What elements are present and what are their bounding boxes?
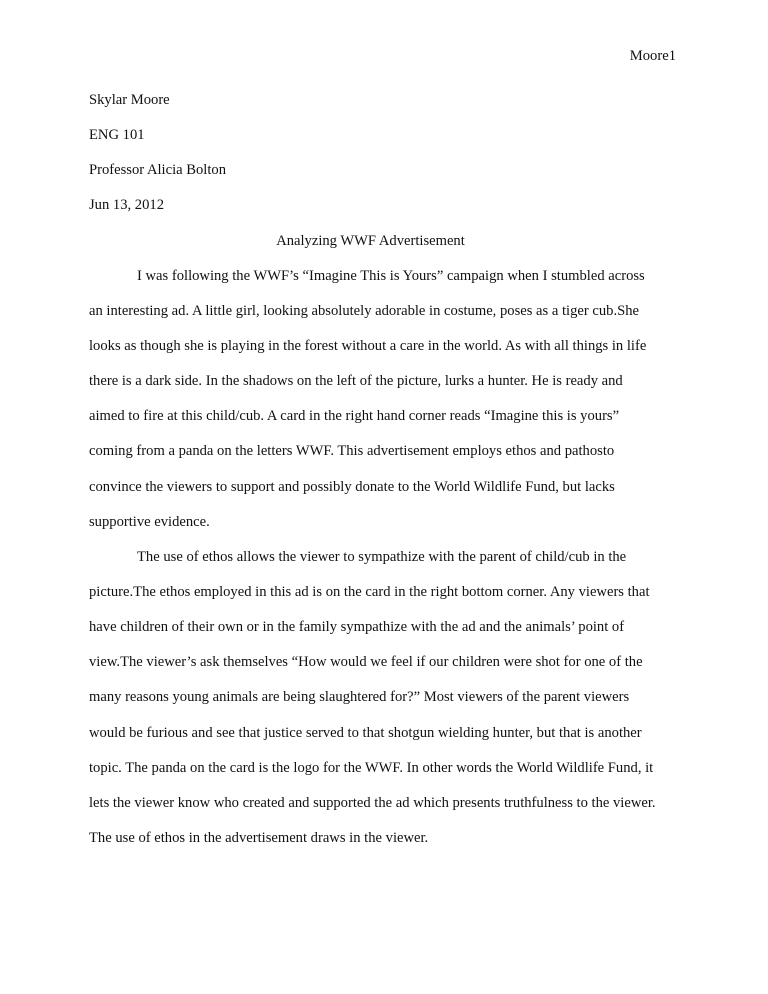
essay-body xyxy=(89,91,689,864)
essay-date: Jun 13, 2012 xyxy=(89,197,164,214)
paragraph-line: many reasons young animals are being slaughtered for?” Most viewers of the parent viewers xyxy=(89,689,630,706)
paragraph-line: lets the viewer know who created and supported the ad which presents truthfulness to the viewer. xyxy=(89,794,656,811)
paragraph-line: The use of ethos in the advertisement draws in the viewer. xyxy=(89,829,429,846)
paragraph-line: convince the viewers to support and possibly donate to the World Wildlife Fund, but lacks xyxy=(89,478,615,495)
essay-title: Analyzing WWF Advertisement xyxy=(276,232,465,249)
paragraph-line: looks as though she is playing in the forest without a care in the world. As with all things in life xyxy=(89,337,647,354)
paragraph-line: topic. The panda on the card is the logo for the WWF. In other words the World Wildlife Fund, it xyxy=(89,759,654,776)
paragraph-line: there is a dark side. In the shadows on the left of the picture, lurks a hunter. He is ready and xyxy=(89,373,623,390)
paragraph-line: view.The viewer’s ask themselves “How would we feel if our children were shot for one of the xyxy=(89,654,643,671)
paragraph-line: I was following the WWF’s “Imagine This is Yours” campaign when I stumbled across xyxy=(137,267,645,284)
paragraph-line: coming from a panda on the letters WWF. This advertisement employs ethos and pathosto xyxy=(89,443,615,460)
paragraph-line: an interesting ad. A little girl, looking absolutely adorable in costume, poses as a tiger cub.She xyxy=(89,302,639,319)
paragraph-line: supportive evidence. xyxy=(89,513,210,530)
paragraph-line: aimed to fire at this child/cub. A card in the right hand corner reads “Imagine this is yours” xyxy=(89,408,620,425)
course-name: ENG 101 xyxy=(89,127,145,144)
paragraph-1 xyxy=(89,267,689,548)
paragraph-line: have children of their own or in the family sympathize with the ad and the animals’ point of xyxy=(89,619,625,636)
paragraph-line: picture.The ethos employed in this ad is on the card in the right bottom corner. Any viewers that xyxy=(89,583,650,600)
paragraph-line: The use of ethos allows the viewer to sympathize with the parent of child/cub in the xyxy=(137,548,627,565)
student-name: Skylar Moore xyxy=(89,92,170,108)
paragraph-2 xyxy=(89,548,689,864)
professor-name: Professor Alicia Bolton xyxy=(89,162,227,179)
running-head: Moore1 xyxy=(629,48,676,64)
paragraph-line: would be furious and see that justice served to that shotgun wielding hunter, but that is another xyxy=(89,724,642,741)
